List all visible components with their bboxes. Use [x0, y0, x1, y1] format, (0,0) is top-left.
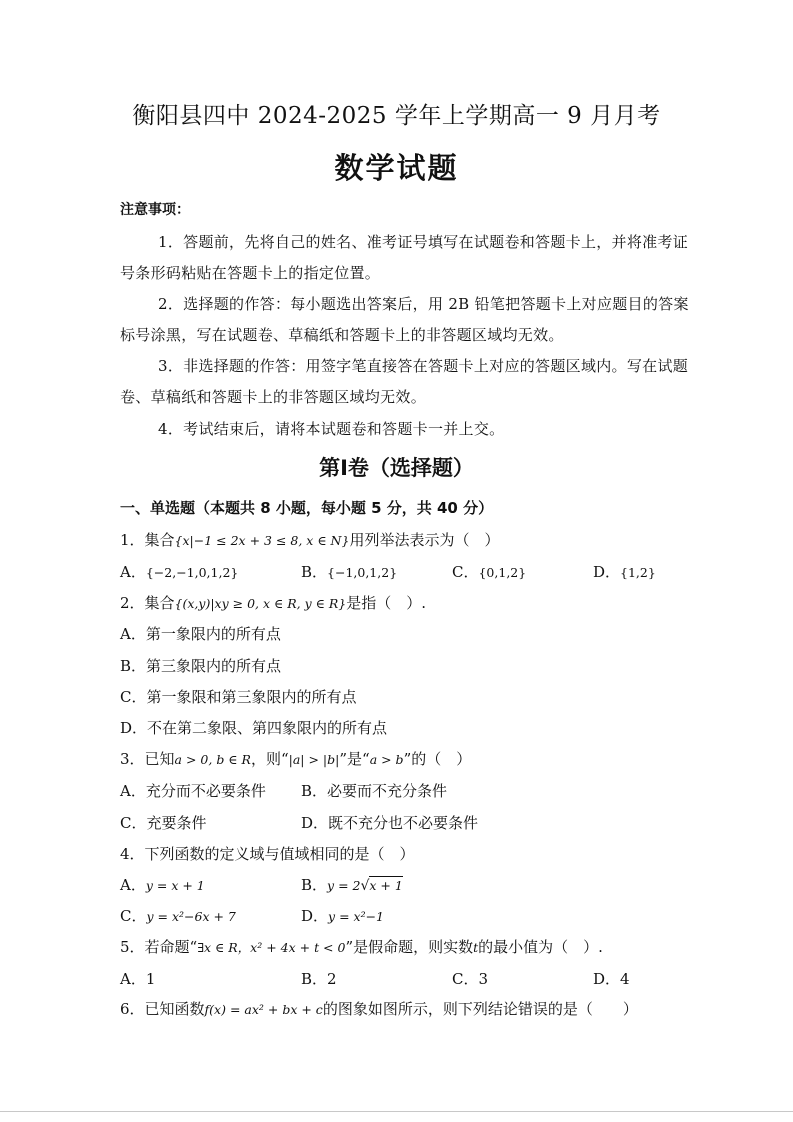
q4-b-pre: y = 2 — [327, 878, 361, 893]
q5-option-c: C．3 — [452, 970, 489, 988]
q4-option-a — [120, 874, 205, 895]
q1-suffix: 用列举法表示为（ ） — [349, 531, 500, 549]
q5-math2: t — [473, 940, 479, 955]
q1-option-d — [593, 561, 656, 582]
note-2-line-1: 2．选择题的作答：每小题选出答案后，用 2B 铅笔把答题卡上对应题目的答案 — [158, 295, 689, 313]
q4-option-d — [301, 905, 384, 926]
q1-option-b — [301, 561, 397, 582]
question-1 — [120, 529, 499, 550]
q6-suffix: 的图象如图所示，则下列结论错误的是（ ） — [322, 1000, 638, 1018]
question-4: 4．下列函数的定义域与值域相同的是（ ） — [120, 845, 415, 863]
q2-option-c: C．第一象限和第三象限内的所有点 — [120, 688, 357, 706]
exam-subject: 数学试题 — [334, 151, 459, 185]
q3-option-d: D．既不充分也不必要条件 — [301, 814, 479, 832]
q4-d-value: y = x²−1 — [328, 909, 385, 924]
q1-d-value: {1,2} — [620, 565, 656, 580]
q3-mid2: ”是“ — [339, 750, 370, 768]
q3-math2: |a| > |b| — [288, 752, 340, 767]
q6-prefix: 6．已知函数 — [120, 1000, 205, 1018]
q6-math: f(x) = ax² + bx + c — [204, 1002, 323, 1017]
question-3 — [120, 748, 471, 769]
q5-option-a: A．1 — [120, 970, 156, 988]
note-3-line-1: 3．非选择题的作答：用签字笔直接答在答题卡上对应的答题区域内。写在试题 — [158, 357, 689, 375]
q3-mid1: ，则“ — [250, 750, 289, 768]
q2-prefix: 2．集合 — [120, 594, 175, 612]
q3-math3: a > b — [369, 752, 404, 767]
q5-suffix: 的最小值为（ ）. — [478, 938, 603, 956]
q3-math: a > 0, b ∈ R — [174, 752, 251, 767]
q1-a-label: A． — [120, 563, 146, 581]
q4-option-c — [120, 905, 236, 926]
q4-a-label: A． — [120, 876, 146, 894]
q3-option-a: A．充分而不必要条件 — [120, 782, 266, 800]
note-4: 4．考试结束后，请将本试题卷和答题卡一并上交。 — [158, 420, 505, 438]
q1-b-label: B． — [301, 563, 328, 581]
note-1-line-2: 号条形码粘贴在答题卡上的指定位置。 — [120, 264, 381, 282]
q5-math: ∃x ∈ R，x² + 4x + t < 0 — [197, 940, 346, 955]
q3-prefix: 3．已知 — [120, 750, 175, 768]
q4-option-b — [301, 874, 403, 895]
q2-option-d: D．不在第二象限、第四象限内的所有点 — [120, 719, 388, 737]
q1-a-value: {−2,−1,0,1,2} — [145, 565, 239, 580]
page-bottom-rule — [0, 1111, 793, 1112]
radical-sign: √ — [360, 878, 370, 894]
q3-option-c: C．充要条件 — [120, 814, 207, 832]
note-2-line-2: 标号涂黑，写在试题卷、草稿纸和答题卡上的非答题区域均无效。 — [120, 326, 564, 344]
q4-c-value: y = x²−6x + 7 — [146, 909, 236, 924]
q2-option-b: B．第三象限内的所有点 — [120, 657, 282, 675]
section-title: 第Ⅰ卷（选择题） — [319, 456, 474, 480]
q1-option-c — [452, 561, 526, 582]
q5-option-b: B．2 — [301, 970, 337, 988]
q4-d-label: D． — [301, 907, 329, 925]
question-5 — [120, 936, 603, 957]
q4-c-label: C． — [120, 907, 147, 925]
q1-c-value: {0,1,2} — [478, 565, 527, 580]
question-2 — [120, 592, 426, 613]
q1-c-label: C． — [452, 563, 479, 581]
notes-heading: 注意事项： — [120, 202, 190, 218]
note-1-line-1: 1．答题前，先将自己的姓名、准考证号填写在试题卷和答题卡上，并将准考证 — [158, 233, 689, 251]
q1-math: {x|−1 ≤ 2x + 3 ≤ 8, x ∈ N} — [174, 533, 350, 548]
q4-b-radicand: x + 1 — [369, 878, 403, 893]
q3-suffix: ”的（ ） — [403, 750, 472, 768]
q4-a-value: y = x + 1 — [145, 878, 205, 893]
q4-b-label: B． — [301, 876, 328, 894]
q1-prefix: 1．集合 — [120, 531, 175, 549]
q1-b-value: {−1,0,1,2} — [327, 565, 398, 580]
note-3-line-2: 卷、草稿纸和答题卡上的非答题区域均无效。 — [120, 388, 427, 406]
q1-option-a — [120, 561, 238, 582]
part-heading: 一、单选题（本题共 8 小题，每小题 5 分，共 40 分） — [120, 499, 494, 517]
q5-prefix: 5．若命题“ — [120, 938, 198, 956]
question-6 — [120, 998, 638, 1019]
q5-mid: ”是假命题，则实数 — [345, 938, 474, 956]
q1-d-label: D． — [593, 563, 621, 581]
q2-option-a: A．第一象限内的所有点 — [120, 625, 281, 643]
q5-option-d: D．4 — [593, 970, 630, 988]
q2-suffix: 是指（ ）. — [346, 594, 426, 612]
exam-title: 衡阳县四中 2024-2025 学年上学期高一 9 月月考 — [132, 103, 661, 129]
q2-math: {(x,y)|xy ≥ 0, x ∈ R, y ∈ R} — [174, 596, 347, 611]
q3-option-b: B．必要而不充分条件 — [301, 782, 448, 800]
